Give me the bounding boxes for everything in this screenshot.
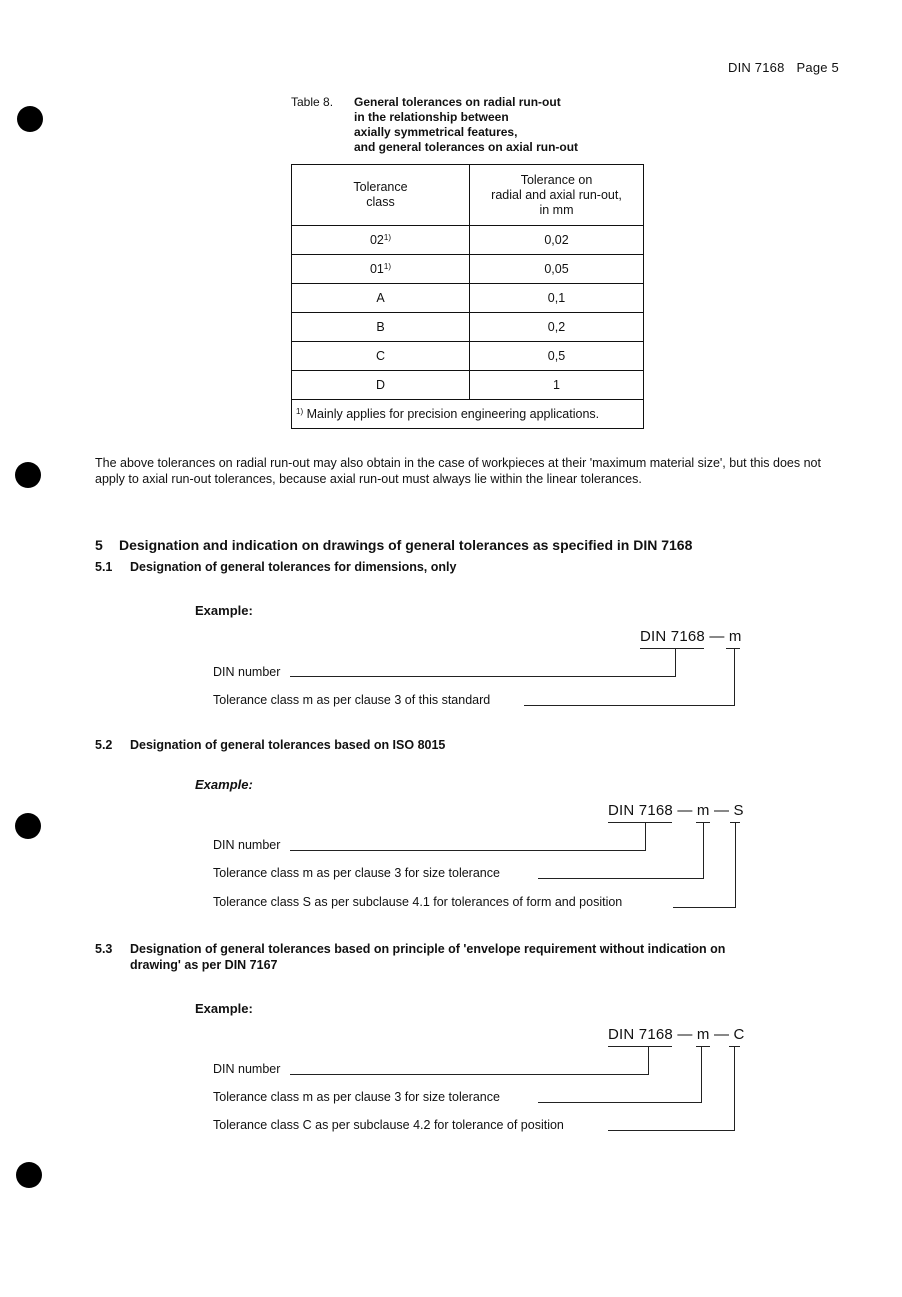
callout-tolerance-class-s: Tolerance class S as per subclause 4.1 for tolerances of form and position	[213, 895, 623, 909]
subsection-number: 5.2	[95, 738, 113, 752]
callout-tolerance-class-m: Tolerance class m as per clause 3 of this standard	[213, 693, 491, 707]
subsection-title-line2: drawing' as per DIN 7167	[130, 958, 278, 972]
subsection-number: 5.1	[95, 560, 113, 574]
punch-hole-3	[15, 813, 41, 839]
callout-din-number: DIN number	[213, 838, 281, 852]
header-line: Tolerance	[353, 180, 408, 194]
leader-m-vertical	[703, 822, 704, 878]
table-footnote	[292, 400, 644, 429]
table-title-line: and general tolerances on axial run-out	[354, 140, 579, 154]
example-label: Example:	[195, 1001, 253, 1016]
cell-class: C	[292, 342, 470, 371]
underline-m	[696, 1046, 710, 1047]
underline-din	[640, 648, 704, 649]
callout-tolerance-class-m: Tolerance class m as per clause 3 for size tolerance	[213, 1090, 500, 1104]
leader-din-horizontal	[290, 1074, 649, 1075]
punch-hole-4	[16, 1162, 42, 1188]
leader-din-horizontal	[290, 676, 676, 677]
header-line: Tolerance on	[520, 172, 593, 187]
table-row	[292, 284, 644, 313]
document-number: DIN 7168	[728, 60, 785, 75]
subsection-5-1-heading	[95, 560, 456, 574]
table-row	[292, 226, 644, 255]
table-row	[292, 255, 644, 284]
leader-din-vertical	[675, 648, 676, 676]
callout-tolerance-class-m: Tolerance class m as per clause 3 for size tolerance	[213, 866, 500, 880]
column-header-class	[292, 165, 470, 226]
leader-s-horizontal	[673, 907, 736, 908]
table-title-line: General tolerances on radial run-out	[354, 95, 561, 109]
subsection-title-line1: Designation of general tolerances based on principle of 'envelope requirement without indication on	[130, 942, 726, 956]
table-row	[292, 342, 644, 371]
table-title	[354, 95, 654, 155]
punch-hole-2	[15, 462, 41, 488]
cell-value: 0,02	[470, 226, 644, 255]
table-title-line: axially symmetrical features,	[354, 125, 518, 139]
class-value: 01	[369, 262, 384, 276]
subsection-title: Designation of general tolerances for dimensions, only	[130, 560, 457, 574]
leader-m-horizontal	[538, 1102, 702, 1103]
cell-value: 1	[470, 371, 644, 400]
subsection-number: 5.3	[95, 942, 113, 956]
page-number: Page 5	[796, 60, 839, 75]
leader-c-horizontal	[608, 1130, 735, 1131]
cell-value: 0,05	[470, 255, 644, 284]
leader-m-horizontal	[524, 705, 735, 706]
table-row	[292, 371, 644, 400]
subsection-5-2-heading	[95, 738, 445, 752]
leader-m-vertical	[734, 648, 735, 705]
cell-value: 0,1	[470, 284, 644, 313]
leader-din-vertical	[648, 1046, 649, 1074]
designation-example: DIN 7168 — m — C	[608, 1026, 745, 1043]
designation-example: DIN 7168 — m	[640, 628, 742, 645]
cell-class	[292, 226, 470, 255]
cell-value: 0,5	[470, 342, 644, 371]
tolerance-table	[291, 164, 644, 429]
leader-m-vertical	[701, 1046, 702, 1102]
table-row	[292, 313, 644, 342]
section-number: 5	[95, 537, 103, 553]
header-line: in mm	[539, 202, 574, 217]
column-header-tolerance	[470, 165, 644, 226]
callout-din-number: DIN number	[213, 665, 281, 679]
underline-m	[726, 648, 740, 649]
cell-class: B	[292, 313, 470, 342]
leader-m-horizontal	[538, 878, 704, 879]
subsection-5-3-heading	[95, 941, 845, 973]
underline-din	[608, 1046, 672, 1047]
cell-class: A	[292, 284, 470, 313]
punch-hole-1	[17, 106, 43, 132]
page-header	[728, 60, 839, 75]
subsection-title: Designation of general tolerances based on ISO 8015	[130, 738, 446, 752]
cell-value: 0,2	[470, 313, 644, 342]
cell-class: D	[292, 371, 470, 400]
footnote-ref: 1)	[383, 262, 392, 271]
example-label: Example:	[195, 777, 253, 792]
footnote-ref: 1)	[383, 233, 392, 242]
table-header-row	[292, 165, 644, 226]
table-label: Table 8.	[291, 95, 334, 109]
example-label: Example:	[195, 603, 253, 618]
leader-din-horizontal	[290, 850, 646, 851]
cell-class	[292, 255, 470, 284]
leader-din-vertical	[645, 822, 646, 850]
footnote-mark: 1)	[296, 407, 304, 416]
callout-tolerance-class-c: Tolerance class C as per subclause 4.2 for tolerance of position	[213, 1118, 564, 1132]
section-5-heading	[95, 537, 692, 553]
table-title-line: in the relationship between	[354, 110, 509, 124]
underline-din	[608, 822, 672, 823]
table-footnote-row	[292, 400, 644, 429]
designation-example: DIN 7168 — m — S	[608, 802, 744, 819]
leader-c-vertical	[734, 1046, 735, 1130]
section-title: Designation and indication on drawings of general tolerances as specified in DIN 7168	[119, 537, 693, 553]
leader-s-vertical	[735, 822, 736, 907]
header-line: class	[366, 195, 395, 209]
header-line: radial and axial run-out,	[491, 187, 622, 202]
callout-din-number: DIN number	[213, 1062, 281, 1076]
class-value: 02	[369, 233, 384, 247]
note-paragraph: The above tolerances on radial run-out may also obtain in the case of workpieces at their 'maximum material size', but this does not apply to axial run-out tolerances, because axial run-out must always lie within the linear tolerances.	[95, 456, 821, 486]
footnote-text: Mainly applies for precision engineering applications.	[303, 407, 600, 421]
